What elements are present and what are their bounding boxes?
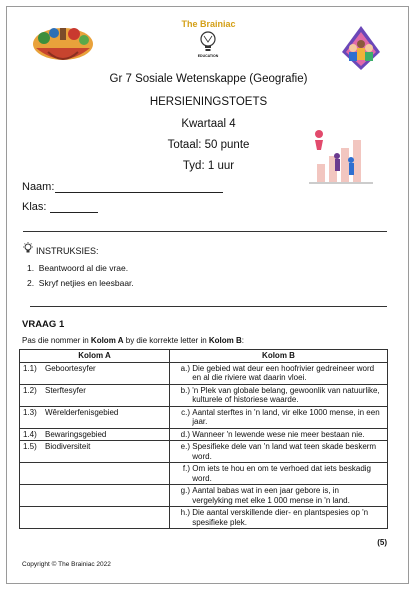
row-letter: h.) [180, 508, 190, 517]
table-row [20, 384, 388, 406]
row-term: Biodiversiteit [45, 442, 91, 451]
column-a-cell [20, 384, 170, 406]
instruction-item: 2. Skryf netjies en leesbaar. [27, 278, 134, 288]
column-a-cell [20, 485, 170, 507]
globe-illustration [30, 22, 96, 70]
column-a-cell [20, 428, 170, 441]
prompt-text: : [241, 336, 245, 345]
row-term: Bewaringsgebied [45, 429, 107, 439]
question-title: VRAAG 1 [22, 319, 65, 330]
row-term: Geboortesyfer [45, 363, 96, 373]
lightbulb-logo-icon [195, 30, 221, 54]
prompt-text: Pas die nommer in [22, 336, 91, 345]
column-b-cell [170, 428, 388, 441]
prompt-kolom-b: Kolom B [208, 336, 242, 345]
population-chart-illustration [307, 126, 377, 186]
column-b-cell [170, 507, 388, 529]
row-definition: Om iets te hou en om te verhoed dat iets beskadig word. [192, 464, 372, 483]
test-type: HERSIENINGSTOETS [149, 96, 268, 108]
row-number: 1.4) [23, 429, 37, 439]
people-group-illustration [336, 22, 386, 72]
row-letter: g.) [180, 486, 190, 495]
name-label: Naam: [22, 181, 55, 193]
column-a-cell [20, 507, 170, 529]
row-definition: Spesifieke dele van 'n land wat teen skade beskerm word. [192, 442, 377, 461]
table-row [20, 485, 388, 507]
divider [23, 231, 387, 232]
total-marks: Totaal: 50 punte [167, 139, 250, 151]
divider [30, 306, 387, 307]
row-term: Sterftesyfer [45, 385, 86, 395]
term-label: Kwartaal 4 [181, 118, 236, 130]
column-b-cell [170, 463, 388, 485]
copyright: Copyright © The Brainiac 2022 [22, 561, 111, 568]
column-header: Kolom A [20, 350, 170, 363]
row-number: 1.1) [23, 363, 37, 373]
row-number: 1.2) [23, 385, 37, 395]
name-field[interactable] [55, 192, 223, 193]
column-a-cell [20, 362, 170, 384]
table-row [20, 507, 388, 529]
table-row [20, 428, 388, 441]
column-b-cell [170, 441, 388, 463]
question-prompt [22, 336, 244, 345]
logo-caption: EDUCATION [197, 54, 219, 58]
prompt-text: by die korrekte letter in [123, 336, 209, 345]
table-row [20, 463, 388, 485]
row-letter: a.) [180, 363, 190, 373]
row-definition: 'n Plek van globale belang, gewoonlik van natuurlike, kulturele of historiese waarde. [192, 385, 380, 404]
row-letter: d.) [180, 429, 190, 439]
table-row [20, 441, 388, 463]
row-definition: Die gebied wat deur een hoofrivier gedreineer word en al die riviere wat daarin vloei. [192, 363, 375, 382]
row-number: 1.3) [23, 407, 37, 417]
column-b-cell [170, 362, 388, 384]
class-label: Klas: [22, 201, 47, 213]
lightbulb-icon [22, 242, 34, 254]
row-term: Wêrelderfenisgebied [45, 407, 119, 417]
table-row [20, 362, 388, 384]
column-b-cell [170, 406, 388, 428]
row-letter: c.) [181, 407, 190, 417]
brand-name: The Brainiac [181, 19, 236, 29]
column-a-cell [20, 463, 170, 485]
row-definition: Wanneer 'n lewende wese nie meer bestaan nie. [192, 429, 365, 439]
row-number: 1.5) [23, 442, 37, 451]
instructions-heading: INSTRUKSIES: [36, 246, 99, 256]
column-header: Kolom B [170, 350, 388, 363]
table-row [20, 406, 388, 428]
column-a-cell [20, 441, 170, 463]
column-b-cell [170, 485, 388, 507]
column-a-cell [20, 406, 170, 428]
column-b-cell [170, 384, 388, 406]
row-letter: f.) [182, 464, 190, 473]
marks-total: (5) [377, 538, 387, 547]
matching-table [19, 349, 388, 529]
row-definition: Aantal babas wat in een jaar gebore is, in vergelyking met elke 1 000 mense in 'n land. [192, 486, 350, 505]
row-letter: e.) [180, 442, 190, 451]
row-definition: Aantal sterftes in 'n land, vir elke 1000 mense, in een jaar. [192, 407, 380, 426]
table-header-row [20, 350, 388, 363]
subject-title: Gr 7 Sosiale Wetenskappe (Geografie) [109, 73, 308, 85]
row-definition: Die aantal verskillende dier- en plantspesies op 'n spesifieke plek. [192, 508, 369, 527]
instruction-item: 1. Beantwoord al die vrae. [27, 263, 129, 273]
prompt-kolom-a: Kolom A [90, 336, 124, 345]
class-field[interactable] [50, 212, 98, 213]
row-letter: b.) [180, 385, 190, 395]
time-allowed: Tyd: 1 uur [182, 160, 235, 172]
